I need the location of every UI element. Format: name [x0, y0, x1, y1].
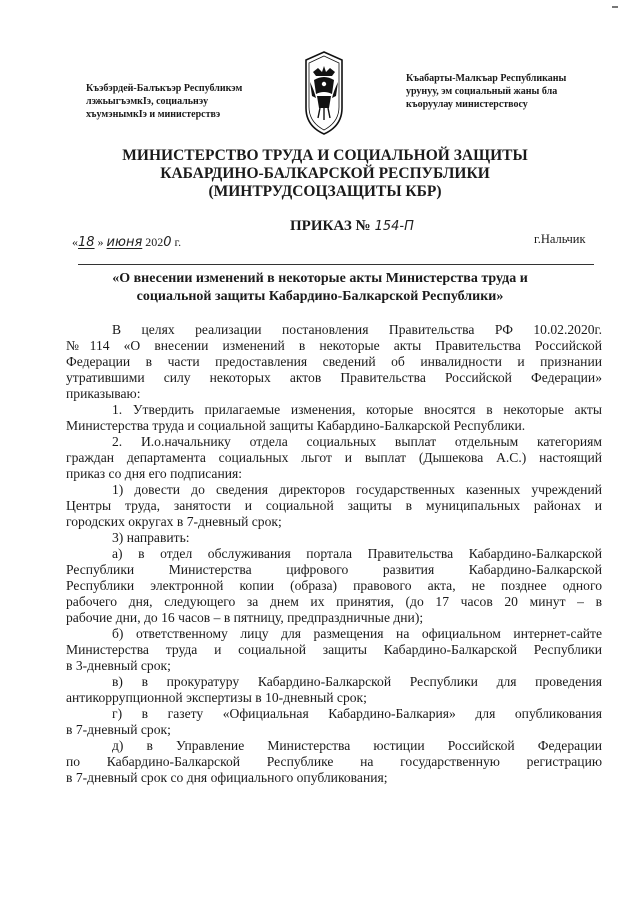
body-line: б) ответственному лицу для размещения на официальном интернет-сайте: [112, 626, 602, 641]
date-day-handwritten: 18: [78, 235, 95, 250]
ministry-title: [60, 147, 590, 201]
order-title: ПРИКАЗ №: [290, 218, 371, 234]
coat-of-arms-emblem: [301, 50, 347, 136]
header-left-line: лэжьыгъэмкIэ, социальнэу: [86, 96, 209, 107]
header-right-balkar: [406, 72, 596, 111]
header-left-kabardian: [86, 82, 276, 121]
body-line: В целях реализации постановления Правительства РФ 10.02.2020г.: [112, 322, 602, 337]
order-number-handwritten: 154-П: [374, 219, 414, 234]
header-left-line: Къэбэрдей-Балъкъэр Республикэм: [86, 83, 243, 94]
body-line: приказ со дня его подписания:: [66, 466, 243, 481]
body-line: в 3-дневный срок;: [66, 658, 171, 673]
date-year-digit-handwritten: 0: [163, 235, 172, 250]
ministry-line: КАБАРДИНО-БАЛКАРСКОЙ РЕСПУБЛИКИ: [160, 165, 490, 182]
date-open-quote: «: [72, 235, 78, 249]
date-close-quote: »: [97, 235, 104, 249]
header-right-line: къоруулау министерствосу: [406, 99, 528, 110]
body-line: а) в отдел обслуживания портала Правительства Кабардино-Балкарской: [112, 546, 602, 561]
body-line: Республики Министерства цифрового развития Кабардино-Балкарской: [66, 562, 602, 577]
body-line: Министерства труда и социальной защиты Кабардино-Балкарской Республики.: [66, 418, 526, 433]
header-right-line: урунуу, эм социальный жаны бла: [406, 86, 558, 97]
body-line: №114 «О внесении изменений в некоторые акты Правительства Российской: [66, 338, 602, 353]
body-line: 3) направить:: [112, 530, 190, 545]
body-line: городских округах в 7-дневный срок;: [66, 514, 282, 529]
date-month-handwritten: июня: [106, 235, 143, 250]
body-line: Министерства труда и социальной защиты Кабардино-Балкарской Республики: [66, 642, 602, 657]
city-label: г.Нальчик: [534, 232, 586, 246]
body-line: Республики электронной копии (образа) правового акта, не позднее одного: [66, 578, 602, 593]
date-suffix: г.: [174, 235, 182, 249]
body-line: рабочие дни, до 16 часов – в пятницу, предпраздничные дни);: [66, 610, 424, 625]
ministry-line: (МИНТРУДСОЦЗАЩИТЫ КБР): [208, 183, 442, 200]
subject-line: социальной защиты Кабардино-Балкарской Республики»: [136, 289, 504, 304]
body-line: рабочего дня, следующего за днем их принятия, (до 17 часов 20 минут – в: [66, 594, 602, 609]
header-left-line: хъумэнымкIэ и министерствэ: [86, 109, 221, 120]
body-line: утратившими силу некоторых актов Правительства Российской Федерации»: [66, 370, 602, 385]
order-heading: [290, 218, 414, 235]
body-line: граждан департамента социальных льгот и выплат (Дышекова А.С.) настоящий: [66, 450, 602, 465]
divider-line: [78, 264, 594, 265]
body-line: г) в газету «Официальная Кабардино-Балкария» для опубликования: [112, 706, 602, 721]
body-line: Центры труда, занятости и социальной защиты в муниципальных районах и: [66, 498, 602, 513]
body-line: д) в Управление Министерства юстиции Российской Федерации: [112, 738, 602, 753]
scan-mark: [612, 6, 618, 8]
body-line: в 7-дневный срок;: [66, 722, 171, 737]
order-body: [66, 322, 602, 786]
body-line: в 7-дневный срок со дня официального опубликования;: [66, 770, 388, 785]
ministry-line: МИНИСТЕРСТВО ТРУДА И СОЦИАЛЬНОЙ ЗАЩИТЫ: [122, 147, 528, 164]
date-year-prefix: 202: [145, 235, 164, 249]
body-line: в) в прокуратуру Кабардино-Балкарской Республики для проведения: [112, 674, 602, 689]
order-date: [72, 235, 181, 250]
body-line: Федерации в части предоставления сведений об инвалидности и признании: [66, 354, 602, 369]
subject-line: «О внесении изменений в некоторые акты Министерства труда и: [112, 271, 528, 286]
body-line: 1. Утвердить прилагаемые изменения, которые вносятся в некоторые акты: [112, 402, 602, 417]
body-line: по Кабардино-Балкарской Республике на государственную регистрацию: [66, 754, 602, 769]
body-line: 2. И.о.начальнику отдела социальных выплат отдельным категориям: [112, 434, 602, 449]
header-right-line: Къабарты-Малкъар Республиканы: [406, 73, 567, 84]
body-line: приказываю:: [66, 386, 141, 401]
order-subject: [70, 270, 570, 306]
body-line: 1) довести до сведения директоров государственных казенных учреждений: [112, 482, 602, 497]
body-line: антикоррупционной экспертизы в 10-дневный срок;: [66, 690, 367, 705]
